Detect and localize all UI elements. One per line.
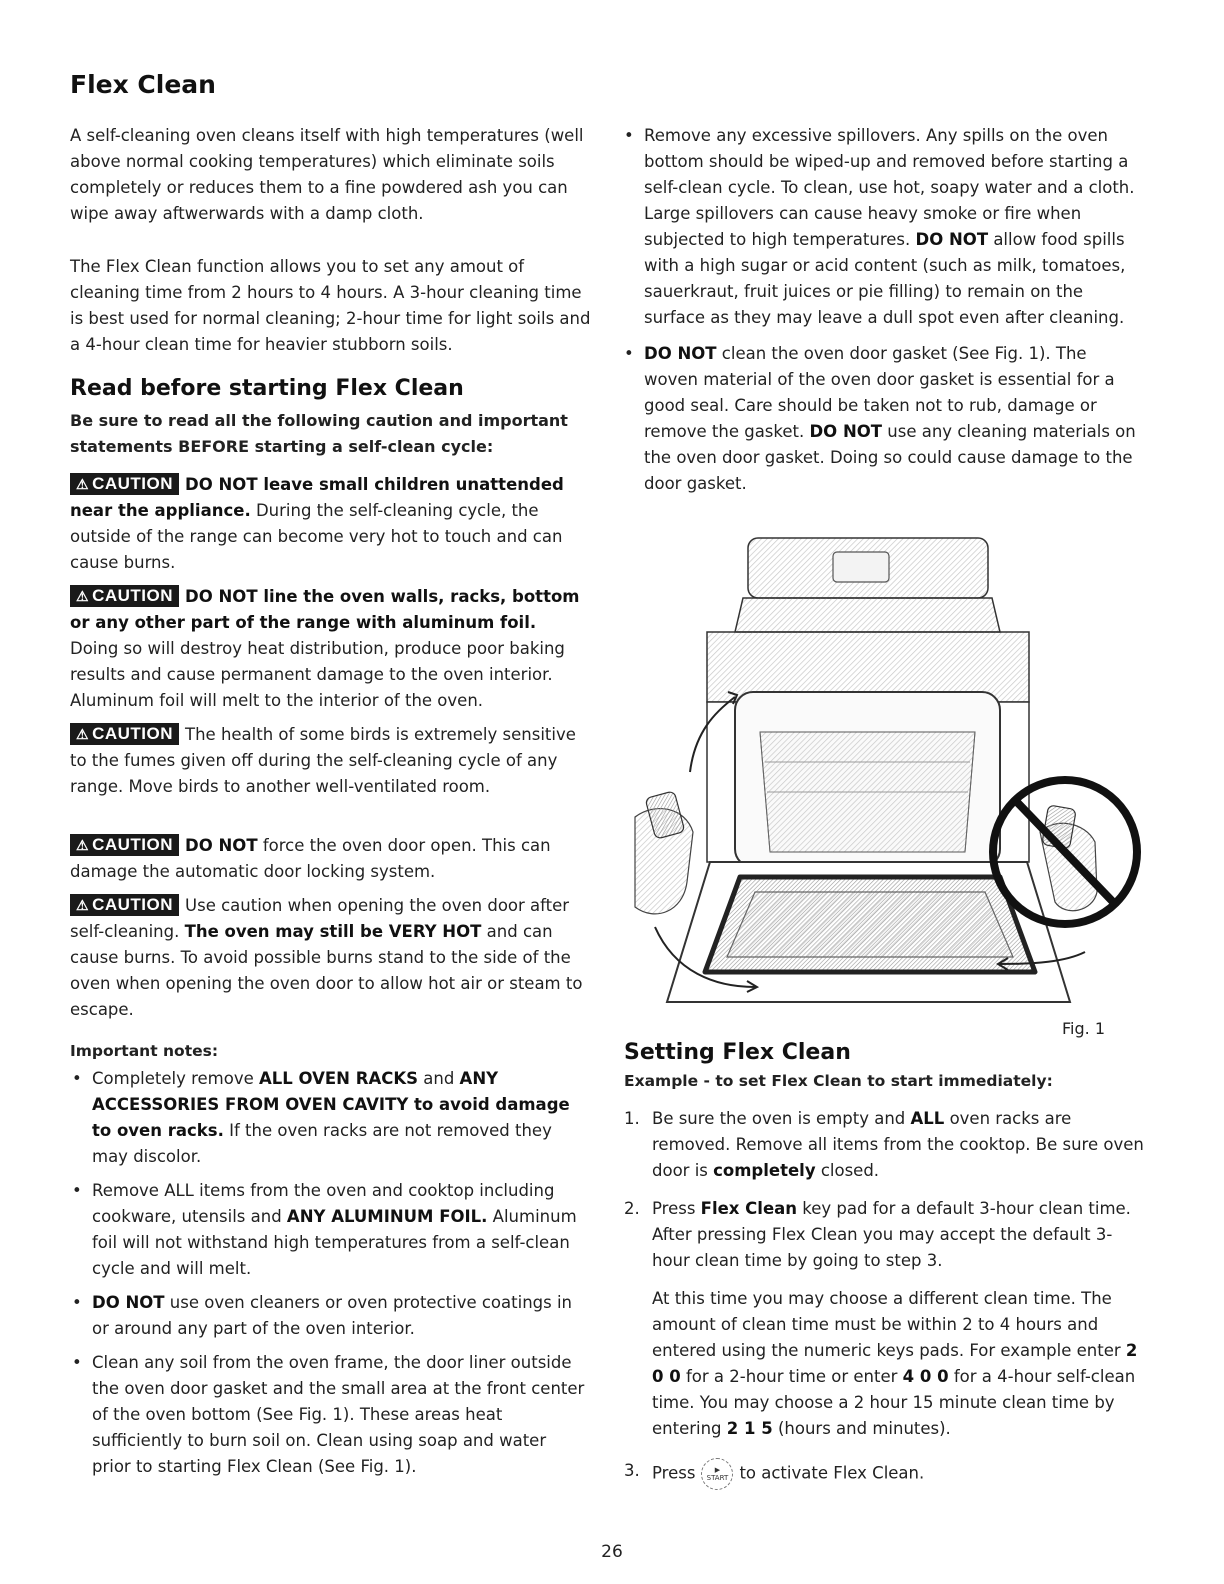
- intro-paragraph-1: [70, 123, 592, 227]
- control-display: [833, 552, 889, 582]
- right-bullet-2-bold-1: DO NOT: [644, 344, 717, 363]
- warning-triangle-icon: ⚠: [76, 897, 90, 913]
- list-item: [70, 1066, 585, 1170]
- step-1-bold-1: ALL: [910, 1109, 945, 1128]
- oven-door-open: [667, 862, 1070, 1002]
- caution-label: CAUTION: [92, 474, 174, 493]
- caution-label: CAUTION: [92, 895, 174, 914]
- caution-5-text: and can cause burns. To avoid possible burns stand to the side of the oven when opening the oven door to allow hot air or steam to escape.: [70, 922, 583, 1019]
- step-2b-bold-3: 2 1 5: [726, 1419, 773, 1438]
- step-1-post: closed.: [815, 1161, 880, 1180]
- right-bullet-list: [622, 123, 1142, 497]
- step-2b-mid: for a 2-hour time or enter: [680, 1367, 903, 1386]
- right-bullet-1-post: allow food spills with a high sugar or acid content (such as milk, tomatoes, sauerkraut, fruit juices or pie filling) to remain on the surface as they may leave a dull spot even after cleaning.: [644, 230, 1126, 327]
- step-3-post: to activate Flex Clean.: [739, 1463, 925, 1483]
- warning-triangle-icon: ⚠: [76, 476, 90, 492]
- read-before-lead: [70, 408, 580, 460]
- bullet-icon: •: [72, 1069, 82, 1088]
- list-item: [624, 1106, 1144, 1184]
- important-notes-list: [70, 1066, 585, 1480]
- oven-backguard: [748, 538, 988, 598]
- caution-1-text: During the self-cleaning cycle, the outside of the range can become very hot to touch and can cause burns.: [70, 501, 563, 572]
- caution-2: [70, 584, 588, 714]
- warning-triangle-icon: ⚠: [76, 588, 90, 604]
- caution-1: [70, 472, 588, 576]
- hand-with-sponge-icon: [635, 791, 693, 914]
- step-3-pre: Press: [652, 1463, 696, 1483]
- bullet-icon: •: [624, 126, 634, 145]
- step-3-number: 3.: [624, 1461, 640, 1480]
- bullet-icon: •: [624, 344, 634, 363]
- note-1-bold-2: ANY ACCESSORIES FROM OVEN CAVITY to avoid damage to oven racks.: [92, 1069, 570, 1140]
- intro-text-2: The Flex Clean function allows you to set any amout of cleaning time from 2 hours to 4 hours. A 3-hour cleaning time is best used for normal cleaning; 2-hour time for light soils and a 4-hour clean time for heavier stubborn soils.: [70, 257, 591, 354]
- list-item: [622, 341, 1142, 497]
- caution-4-text: force the oven door open. This can damage the automatic door locking system.: [70, 836, 551, 881]
- step-2b-post: (hours and minutes).: [772, 1419, 951, 1438]
- right-bullet-2-post: use any cleaning materials on the oven door gasket. Doing so could cause damage to the door gasket.: [644, 422, 1136, 493]
- oven-cavity: [735, 692, 1000, 867]
- caution-5-pre: Use caution when opening the oven door after self-cleaning.: [70, 896, 570, 941]
- note-1-pre: Completely remove: [92, 1069, 260, 1088]
- list-item: [624, 1196, 1144, 1274]
- caution-2-bold: DO NOT line the oven walls, racks, bottom or any other part of the range with aluminum foil.: [70, 587, 580, 632]
- page-title: Flex Clean: [70, 70, 216, 99]
- right-bullet-2-bold-2: DO NOT: [809, 422, 883, 441]
- step-2b-mid-2: for a 4-hour self-clean time. You may choose a 2 hour 15 minute clean time by entering: [652, 1367, 1136, 1438]
- note-1-post: If the oven racks are not removed they may discolor.: [92, 1121, 552, 1166]
- note-2-post: Aluminum foil will not withstand high temperatures from a self-clean cycle and will melt.: [92, 1207, 577, 1278]
- note-1-mid: and: [418, 1069, 460, 1088]
- door-window: [727, 892, 1013, 957]
- list-item: [622, 123, 1142, 331]
- caution-badge: [70, 473, 179, 495]
- start-button-label: START: [706, 1474, 729, 1482]
- intro-text-1: A self-cleaning oven cleans itself with high temperatures (well above normal cooking temperatures) which eliminate soils completely or reduces them to a fine powdered ash you can wipe away aftwerwards with a damp cloth.: [70, 126, 584, 223]
- caution-2-text: Doing so will destroy heat distribution, produce poor baking results and cause permanent damage to the oven interior. Aluminum foil will melt to the interior of the oven.: [70, 639, 565, 710]
- caution-badge: [70, 834, 179, 856]
- note-2-bold: ANY ALUMINUM FOIL.: [286, 1207, 488, 1226]
- setting-steps: [624, 1106, 1144, 1490]
- list-item: [70, 1350, 585, 1480]
- caution-label: CAUTION: [92, 724, 174, 743]
- read-before-lead-text: Be sure to read all the following caution and important statements BEFORE starting a self-clean cycle:: [70, 411, 568, 456]
- bullet-icon: •: [72, 1353, 82, 1372]
- play-icon: ▶: [714, 1466, 721, 1474]
- oven-figure: [615, 532, 1145, 1007]
- caution-5: [70, 893, 588, 1023]
- step-2b-bold-1: 2 0 0: [652, 1341, 1138, 1386]
- start-button-icon: [701, 1458, 733, 1490]
- caution-3-text: The health of some birds is extremely sensitive to the fumes given off during the self-cleaning cycle of any range. Move birds to another well-ventilated room.: [70, 725, 576, 796]
- bullet-icon: •: [72, 1181, 82, 1200]
- caution-label: CAUTION: [92, 586, 174, 605]
- caution-badge: [70, 585, 179, 607]
- step-2b-bold-2: 4 0 0: [902, 1367, 949, 1386]
- caution-4: [70, 833, 588, 885]
- list-item: [624, 1458, 1144, 1490]
- step-2-pre: Press: [652, 1199, 701, 1218]
- step-1-number: 1.: [624, 1109, 640, 1128]
- step-1-pre: Be sure the oven is empty and: [652, 1109, 911, 1128]
- page-number: 26: [601, 1542, 623, 1562]
- list-item: [70, 1290, 585, 1342]
- list-item: [624, 1286, 1144, 1442]
- right-bullet-1-bold: DO NOT: [915, 230, 989, 249]
- note-2-pre: Remove ALL items from the oven and cooktop including cookware, utensils and: [92, 1181, 555, 1226]
- oven-cooktop: [735, 598, 1000, 632]
- step-2-post: key pad for a default 3-hour clean time. After pressing Flex Clean you may accept the default 3-hour clean time by going to step 3.: [652, 1199, 1131, 1270]
- warning-triangle-icon: ⚠: [76, 837, 90, 853]
- figure-label: Fig. 1: [1062, 1019, 1105, 1038]
- note-1-bold-1: ALL OVEN RACKS: [259, 1069, 418, 1088]
- caution-badge: [70, 894, 179, 916]
- caution-5-bold: The oven may still be VERY HOT: [184, 922, 482, 941]
- caution-badge: [70, 723, 179, 745]
- read-before-heading: Read before starting Flex Clean: [70, 376, 464, 401]
- setting-example: Example - to set Flex Clean to start immediately:: [624, 1072, 1053, 1090]
- step-2b-pre: At this time you may choose a different clean time. The amount of clean time must be within 2 to 4 hours and entered using the numeric keys pads. For example enter: [652, 1289, 1126, 1360]
- list-item: [70, 1178, 585, 1282]
- important-notes-heading: Important notes:: [70, 1042, 219, 1060]
- caution-label: CAUTION: [92, 835, 174, 854]
- right-bullet-1-pre: Remove any excessive spillovers. Any spills on the oven bottom should be wiped-up and removed before starting a self-clean cycle. To clean, use hot, soapy water and a cloth. Large spillovers can cause heavy smoke or fire when subjected to high temperatures.: [644, 126, 1135, 249]
- bullet-icon: •: [72, 1293, 82, 1312]
- intro-paragraph-2: [70, 254, 592, 358]
- note-3-post: use oven cleaners or oven protective coatings in or around any part of the oven interior.: [92, 1293, 573, 1338]
- setting-heading: Setting Flex Clean: [624, 1040, 851, 1065]
- step-2-number: 2.: [624, 1199, 640, 1218]
- step-2-bold: Flex Clean: [700, 1199, 798, 1218]
- caution-3: [70, 722, 588, 800]
- right-bullet-2-mid: clean the oven door gasket (See Fig. 1). The woven material of the oven door gasket is essential for a good seal. Care should be taken not to rub, damage or remove the gasket.: [644, 344, 1115, 441]
- note-3-bold: DO NOT: [92, 1293, 165, 1312]
- step-1-mid: oven racks are removed. Remove all items from the cooktop. Be sure oven door is: [652, 1109, 1144, 1180]
- step-1-bold-2: completely: [713, 1161, 816, 1180]
- caution-4-bold: DO NOT: [185, 836, 258, 855]
- warning-triangle-icon: ⚠: [76, 726, 90, 742]
- caution-1-bold: DO NOT leave small children unattended near the appliance.: [70, 475, 564, 520]
- note-4-text: Clean any soil from the oven frame, the door liner outside the oven door gasket and the small area at the front center of the oven bottom (See Fig. 1). These areas heat sufficiently to burn soil on. Clean using soap and water prior to starting Flex Clean (See Fig. 1).: [92, 1353, 585, 1476]
